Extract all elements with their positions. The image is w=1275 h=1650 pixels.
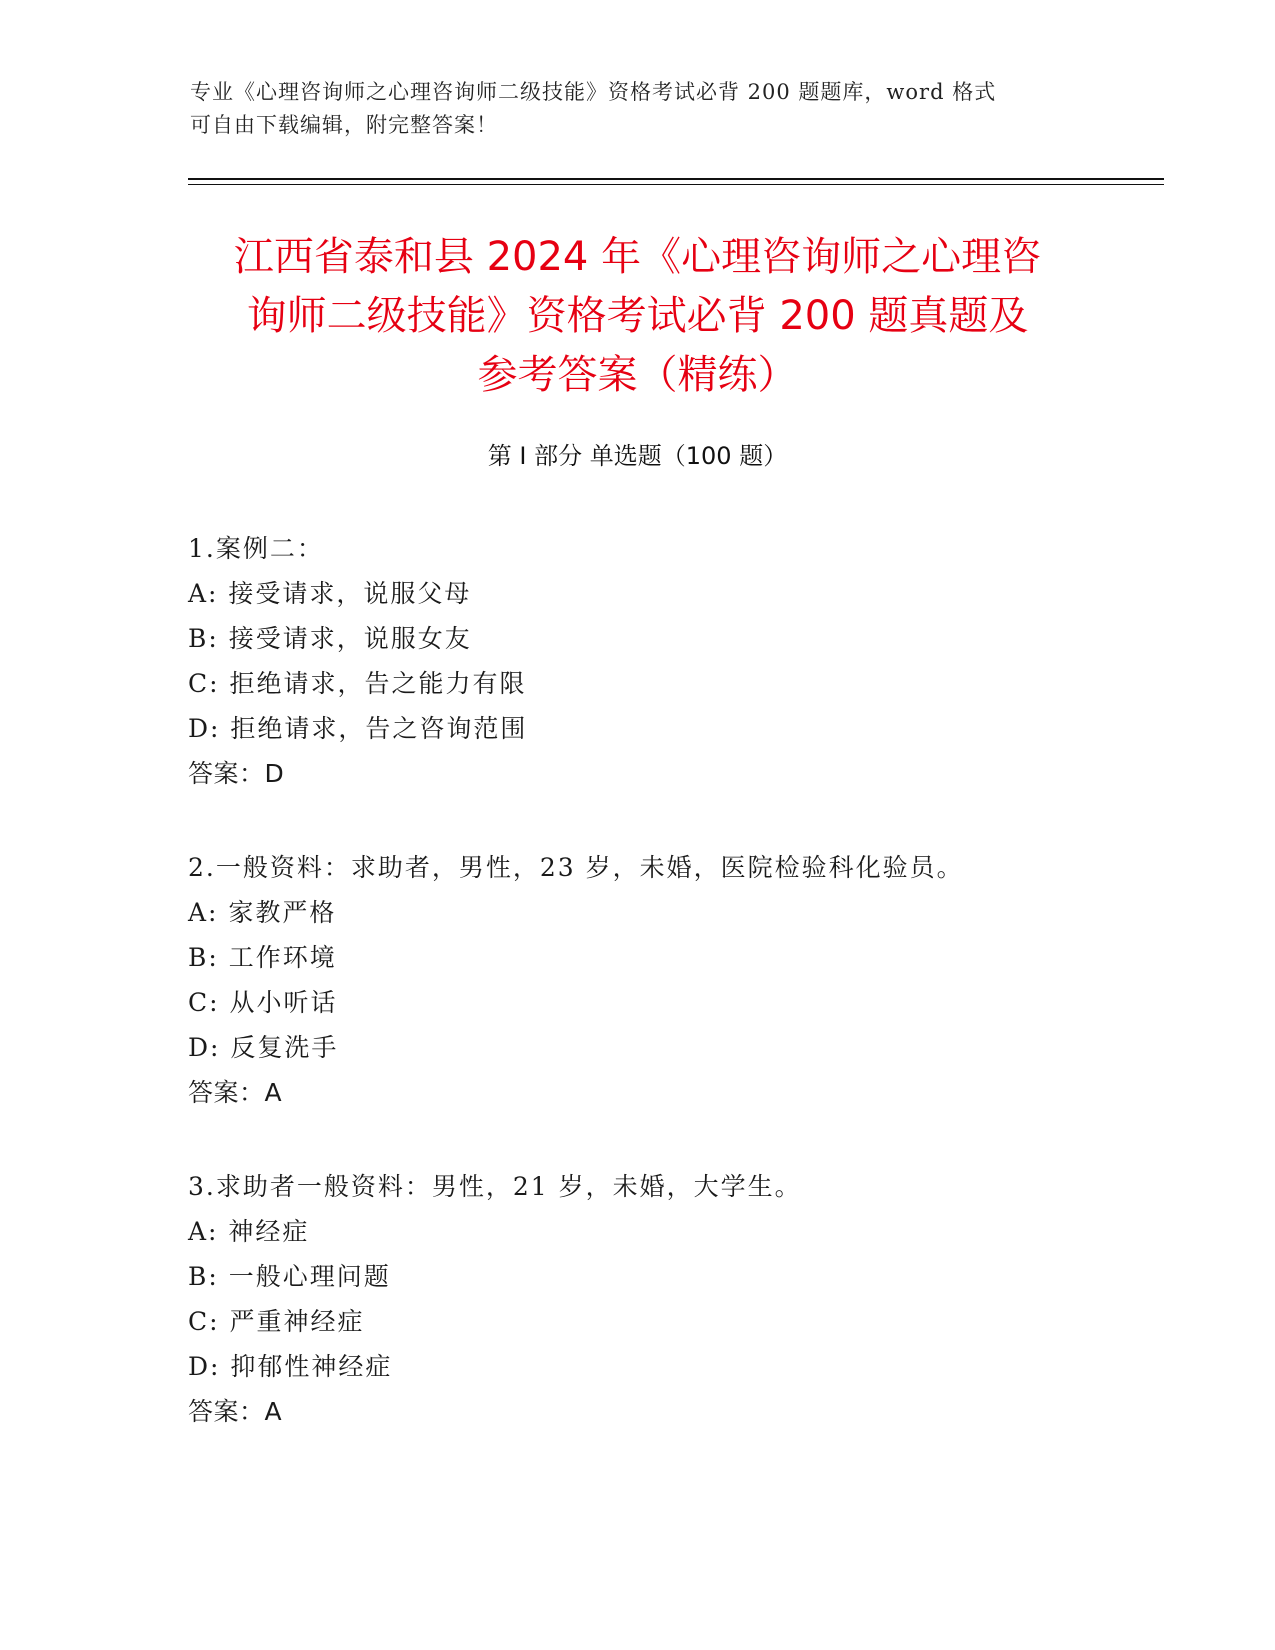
question-3 bbox=[188, 1164, 1088, 1434]
option-d: D: 反复洗手 bbox=[188, 1033, 339, 1062]
question-stem: 1.案例二： bbox=[188, 534, 324, 563]
section-title: 第 I 部分 单选题（100 题） bbox=[487, 442, 788, 470]
header-note bbox=[190, 76, 1090, 142]
answer-line: 答案：A bbox=[188, 1397, 283, 1426]
option-c: C: 拒绝请求，告之能力有限 bbox=[188, 669, 527, 698]
option-b: B: 工作环境 bbox=[188, 943, 337, 972]
question-2 bbox=[188, 845, 1088, 1115]
document-title-line-2: 询师二级技能》资格考试必背 200 题真题及 bbox=[246, 293, 1029, 339]
option-a: A: 神经症 bbox=[188, 1217, 310, 1246]
document-title bbox=[150, 228, 1125, 405]
option-d: D: 抑郁性神经症 bbox=[188, 1352, 393, 1381]
answer-line: 答案：A bbox=[188, 1078, 283, 1107]
option-a: A: 家教严格 bbox=[188, 898, 337, 927]
header-note-line-1: 专业《心理咨询师之心理咨询师二级技能》资格考试必背 200 题题库，word 格式 bbox=[190, 80, 997, 104]
header-note-line-2: 可自由下载编辑，附完整答案！ bbox=[190, 113, 498, 137]
option-d: D: 拒绝请求，告之咨询范围 bbox=[188, 714, 528, 743]
document-title-line-1: 江西省泰和县 2024 年《心理咨询师之心理咨 bbox=[233, 234, 1042, 280]
option-a: A: 接受请求，说服父母 bbox=[188, 579, 472, 608]
document-title-line-3: 参考答案（精练） bbox=[477, 352, 798, 398]
question-stem: 2.一般资料：求助者，男性，23 岁，未婚，医院检验科化验员。 bbox=[188, 853, 964, 882]
option-b: B: 接受请求，说服女友 bbox=[188, 624, 472, 653]
option-b: B: 一般心理问题 bbox=[188, 1262, 391, 1291]
option-c: C: 从小听话 bbox=[188, 988, 338, 1017]
option-c: C: 严重神经症 bbox=[188, 1307, 365, 1336]
header-divider-thick bbox=[188, 178, 1164, 180]
header-divider-thin bbox=[188, 184, 1164, 185]
answer-line: 答案：D bbox=[188, 759, 285, 788]
question-stem: 3.求助者一般资料：男性，21 岁，未婚，大学生。 bbox=[188, 1172, 802, 1201]
question-1 bbox=[188, 526, 1088, 796]
